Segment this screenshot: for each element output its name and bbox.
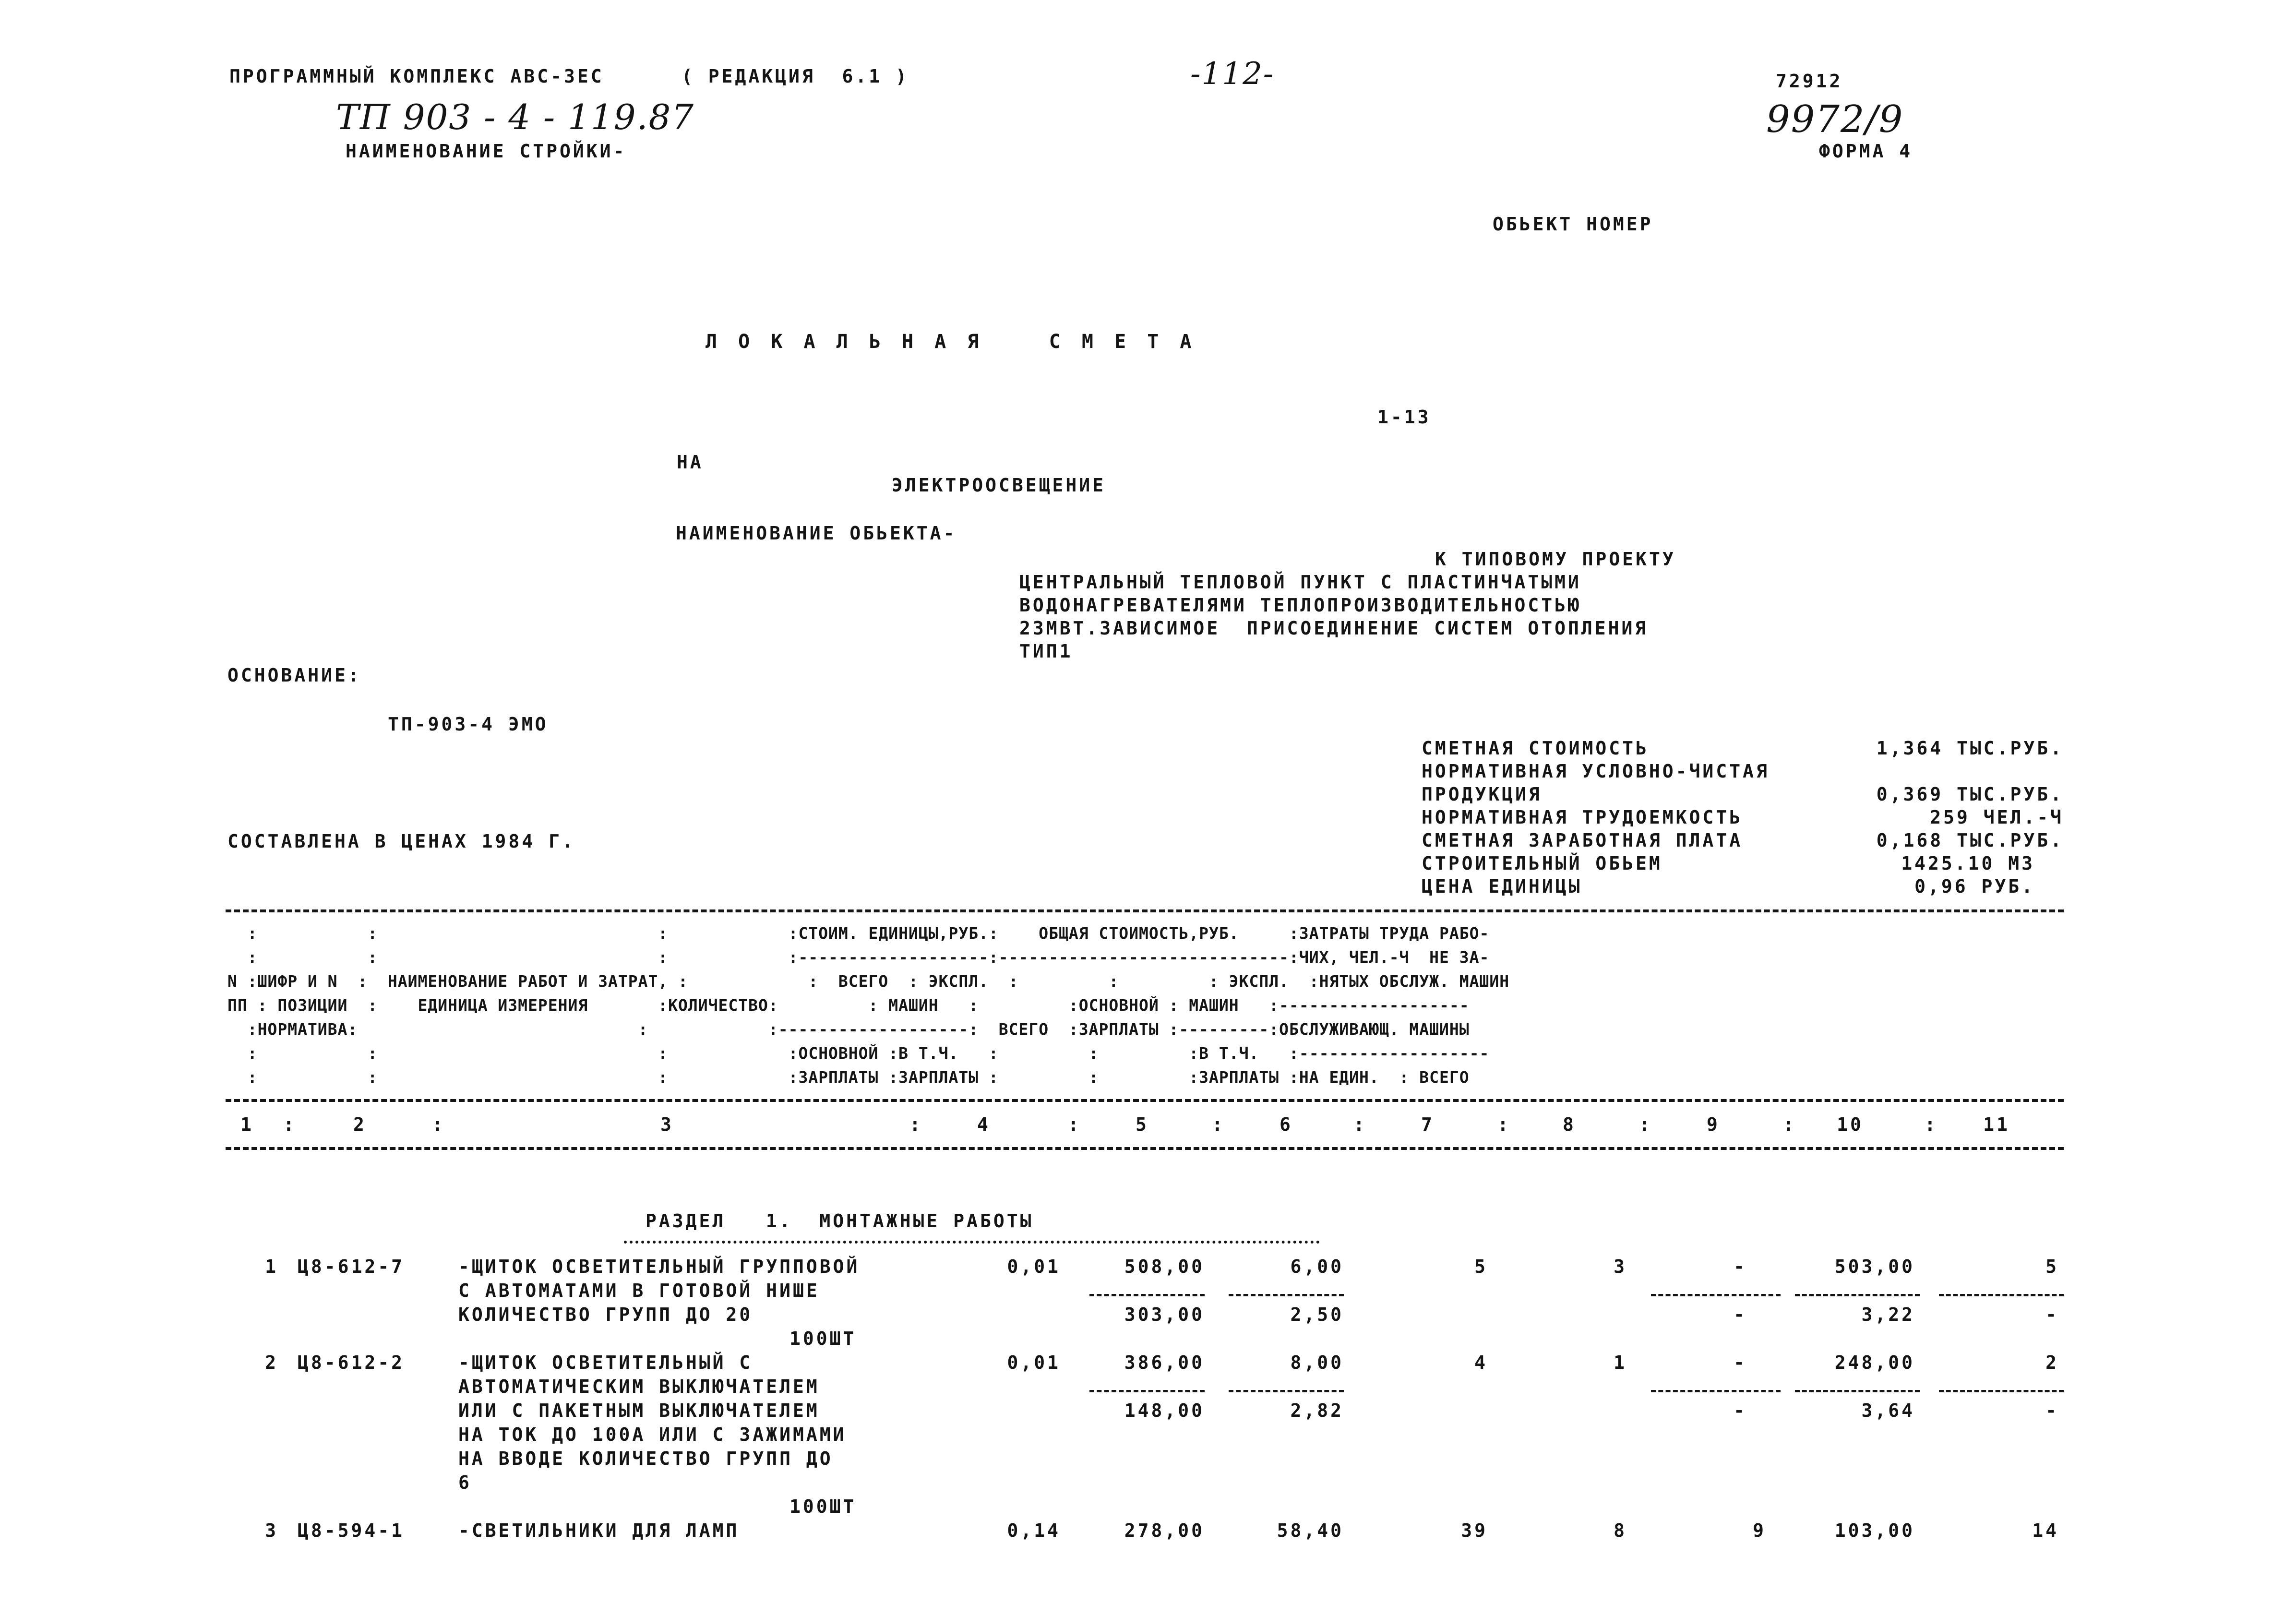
row-unit: 100ШТ [789,1328,857,1349]
labor-unit: 103,00 [1834,1520,1915,1541]
unit-cost-total: 508,00 [1124,1256,1205,1277]
total-wage: 8 [1614,1520,1627,1541]
total-machines: - [1734,1352,1747,1373]
subtotal-dashes [1651,1390,1781,1392]
total-machine-wage: - [1734,1400,1747,1421]
total-wage: 1 [1614,1352,1627,1373]
summary-label: НОРМАТИВНАЯ УСЛОВНО-ЧИСТАЯ [1422,761,1770,782]
unit-machine-wage: 2,50 [1290,1304,1344,1325]
header-line: N :ШИФР И N : НАИМЕНОВАНИЕ РАБОТ И ЗАТРАТ, : : ВСЕГО : ЭКСПЛ. : : : ЭКСПЛ. :НЯТЫХ ОБСЛУЖ. МАШИН [227,972,1510,991]
column-number: 5 [1136,1114,1149,1135]
summary-label: ПРОДУКЦИЯ [1422,784,1542,805]
table-top-rule [226,909,2064,912]
unit-cost-machines: 58,40 [1277,1520,1344,1541]
header-line: ПП : ПОЗИЦИИ : ЕДИНИЦА ИЗМЕРЕНИЯ :КОЛИЧЕСТВО: : МАШИН : :ОСНОВНОЙ : МАШИН :------------------- [227,996,1470,1015]
unit-wage: 303,00 [1124,1304,1205,1325]
subtotal-dashes [1089,1390,1205,1392]
column-separator: : [909,1114,923,1135]
summary-value: 0,369 ТЫС.РУБ. [1876,784,2064,805]
row-description: НА ТОК ДО 100А ИЛИ С ЗАЖИМАМИ [458,1424,847,1445]
total-wage: 3 [1614,1256,1627,1277]
row-number: 2 [265,1352,278,1373]
total-cost: 4 [1474,1352,1488,1373]
total-cost: 39 [1461,1520,1488,1541]
estimate-number: 1-13 [1377,407,1431,428]
edition: ( РЕДАКЦИЯ 6.1 ) [682,66,909,87]
row-description: -СВЕТИЛЬНИКИ ДЛЯ ЛАМП [458,1520,740,1541]
column-separator: : [1068,1114,1081,1135]
unit-machine-wage: 2,82 [1290,1400,1344,1421]
machine-labor-total: - [2045,1400,2059,1421]
summary-label: НОРМАТИВНАЯ ТРУДОЕМКОСТЬ [1422,807,1743,828]
summary-label: СМЕТНАЯ СТОИМОСТЬ [1422,738,1649,759]
row-description: -ЩИТОК ОСВЕТИТЕЛЬНЫЙ С [458,1352,753,1373]
column-separator: : [432,1114,445,1135]
summary-value: 0,96 РУБ. [1914,876,2035,897]
column-number: 9 [1707,1114,1720,1135]
labor-unit: 248,00 [1834,1352,1915,1373]
column-separator: : [1353,1114,1367,1135]
column-number: 1 [240,1114,254,1135]
column-number: 4 [977,1114,991,1135]
estimate-subject: ЭЛЕКТРООСВЕЩЕНИЕ [892,475,1106,496]
subtotal-dashes [1651,1294,1781,1296]
row-code: Ц8-612-7 [298,1256,405,1277]
row-description: 6 [458,1472,472,1493]
row-quantity: 0,14 [1007,1520,1061,1541]
object-line: К ТИПОВОМУ ПРОЕКТУ [1435,549,1676,570]
row-number: 3 [265,1520,278,1541]
column-number: 8 [1563,1114,1576,1135]
subtotal-dashes [1795,1294,1920,1296]
subtotal-dashes [1795,1390,1920,1392]
row-description: С АВТОМАТАМИ В ГОТОВОЙ НИШЕ [458,1280,820,1301]
row-quantity: 0,01 [1007,1256,1061,1277]
form-label: ФОРМА 4 [1819,141,1913,162]
header-line: : : : :ЗАРПЛАТЫ :ЗАРПЛАТЫ : : :ЗАРПЛАТЫ :НА ЕДИН. : ВСЕГО [227,1068,1470,1087]
subtotal-dashes [1939,1390,2064,1392]
row-number: 1 [265,1256,278,1277]
total-cost: 5 [1474,1256,1488,1277]
program-name: ПРОГРАММНЫЙ КОМПЛЕКС АВС-3ЕС [229,66,604,87]
column-number: 7 [1421,1114,1435,1135]
site-label: НАИМЕНОВАНИЕ СТРОЙКИ- [346,141,627,162]
object-line: ТИП1 [1019,641,1073,662]
subtotal-dashes [1939,1294,2064,1296]
summary-value: 1,364 ТЫС.РУБ. [1876,738,2064,759]
row-description: АВТОМАТИЧЕСКИМ ВЫКЛЮЧАТЕЛЕМ [458,1376,820,1397]
unit-cost-machines: 8,00 [1290,1352,1344,1373]
labor-unit: 503,00 [1834,1256,1915,1277]
row-description: ИЛИ С ПАКЕТНЫМ ВЫКЛЮЧАТЕЛЕМ [458,1400,820,1421]
object-number-label: ОБЬЕКТ НОМЕР [1493,214,1653,235]
object-line: ЦЕНТРАЛЬНЫЙ ТЕПЛОВОЙ ПУНКТ С ПЛАСТИНЧАТЫМИ [1019,572,1581,593]
project-number: ТП 903 - 4 - 119.87 [336,97,695,137]
row-unit: 100ШТ [789,1496,857,1517]
column-separator: : [1925,1114,1938,1135]
section-title: РАЗДЕЛ 1. МОНТАЖНЫЕ РАБОТЫ [646,1210,1034,1232]
column-numbers-rule [226,1147,2064,1150]
na-label: НА [677,452,704,473]
total-machines: - [1734,1256,1747,1277]
column-separator: : [1212,1114,1225,1135]
subtotal-dashes [1229,1294,1344,1296]
machine-labor-unit: 3,64 [1861,1400,1915,1421]
total-machines: 9 [1753,1520,1766,1541]
column-number: 11 [1983,1114,2010,1135]
unit-cost-total: 386,00 [1124,1352,1205,1373]
machine-labor-total: - [2045,1304,2059,1325]
column-separator: : [283,1114,297,1135]
page-number: -112- [1190,56,1275,92]
column-separator: : [1783,1114,1796,1135]
column-number: 10 [1837,1114,1864,1135]
price-basis: СОСТАВЛЕНА В ЦЕНАХ 1984 Г. [227,831,575,852]
summary-value: 259 ЧЕЛ.-Ч [1930,807,2064,828]
unit-cost-total: 278,00 [1124,1520,1205,1541]
row-quantity: 0,01 [1007,1352,1061,1373]
document-code: 72912 [1776,71,1843,92]
labor-total: 14 [2032,1520,2059,1541]
labor-total: 2 [2045,1352,2059,1373]
object-line: 23МВТ.ЗАВИСИМОЕ ПРИСОЕДИНЕНИЕ СИСТЕМ ОТОПЛЕНИЯ [1019,618,1649,639]
column-separator: : [1639,1114,1652,1135]
object-label: НАИМЕНОВАНИЕ ОБЬЕКТА- [676,523,957,544]
row-description: КОЛИЧЕСТВО ГРУПП ДО 20 [458,1304,753,1325]
subtotal-dashes [1229,1390,1344,1392]
object-line: ВОДОНАГРЕВАТЕЛЯМИ ТЕПЛОПРОИЗВОДИТЕЛЬНОСТЬЮ [1019,595,1581,616]
document-title: Л О К А Л Ь Н А Я С М Е Т А [706,331,1196,353]
summary-value: 1425.10 М3 [1901,853,2035,874]
total-machine-wage: - [1734,1304,1747,1325]
header-line: : : : :СТОИМ. ЕДИНИЦЫ,РУБ.: ОБЩАЯ СТОИМОСТЬ,РУБ. :ЗАТРАТЫ ТРУДА РАБО- [227,924,1490,943]
machine-labor-unit: 3,22 [1861,1304,1915,1325]
handwritten-number: 9972/9 [1766,98,1904,141]
row-code: Ц8-594-1 [298,1520,405,1541]
subtotal-dashes [1089,1294,1205,1296]
summary-label: ЦЕНА ЕДИНИЦЫ [1422,876,1582,897]
column-number: 3 [660,1114,674,1135]
column-separator: : [1497,1114,1511,1135]
basis-label: ОСНОВАНИЕ: [227,665,361,686]
row-description: -ЩИТОК ОСВЕТИТЕЛЬНЫЙ ГРУППОВОЙ [458,1256,860,1277]
summary-label: СТРОИТЕЛЬНЫЙ ОБЬЕМ [1422,853,1662,874]
column-number: 2 [353,1114,367,1135]
header-bottom-rule [226,1099,2064,1102]
column-number: 6 [1280,1114,1293,1135]
unit-cost-machines: 6,00 [1290,1256,1344,1277]
summary-label: СМЕТНАЯ ЗАРАБОТНАЯ ПЛАТА [1422,830,1743,851]
header-line: :НОРМАТИВА: : :-------------------: ВСЕГО :ЗАРПЛАТЫ :---------:ОБСЛУЖИВАЮЩ. МАШИНЫ [227,1020,1470,1039]
basis-value: ТП-903-4 ЭМО [388,714,549,735]
row-description: НА ВВОДЕ КОЛИЧЕСТВО ГРУПП ДО [458,1448,833,1469]
section-underline [624,1241,1320,1244]
header-line: : : : :-------------------:-----------------------------:ЧИХ, ЧЕЛ.-Ч НЕ ЗА- [227,948,1490,967]
row-code: Ц8-612-2 [298,1352,405,1373]
labor-total: 5 [2045,1256,2059,1277]
summary-value: 0,168 ТЫС.РУБ. [1876,830,2064,851]
header-line: : : : :ОСНОВНОЙ :В Т.Ч. : : :В Т.Ч. :------------------- [227,1044,1490,1063]
unit-wage: 148,00 [1124,1400,1205,1421]
